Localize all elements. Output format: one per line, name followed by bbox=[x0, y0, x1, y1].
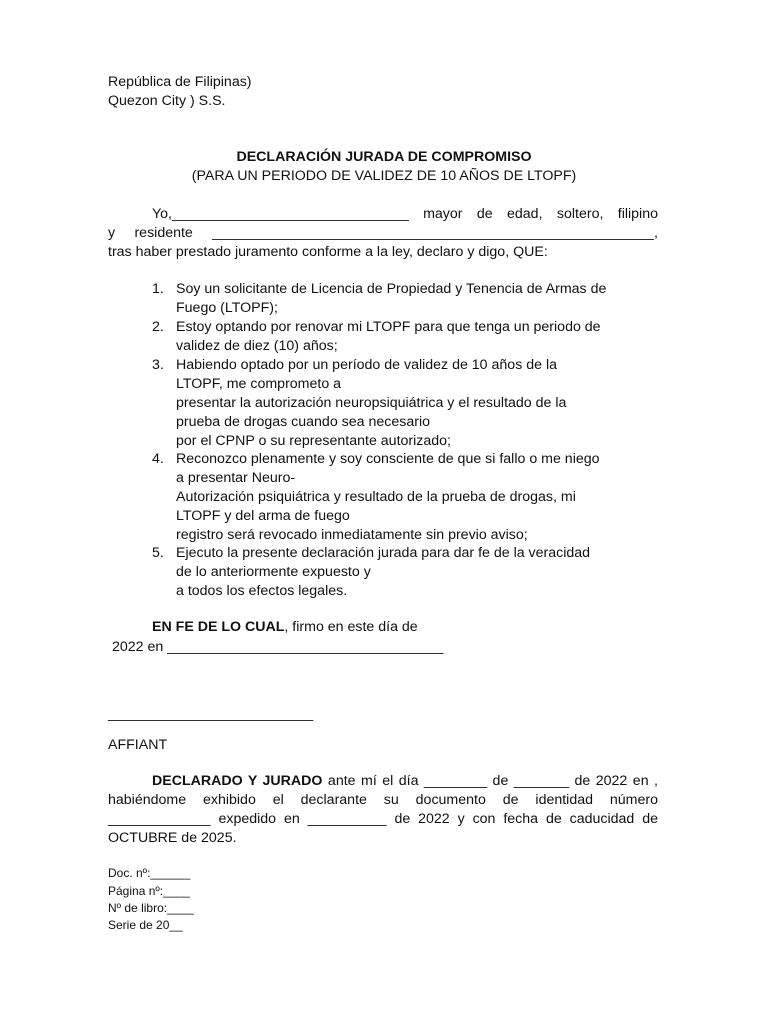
jurat-line-4: OCTUBRE de 2025. bbox=[108, 830, 237, 846]
notary-doc-number: Doc. nº:______ bbox=[108, 866, 191, 880]
list-item-line: registro será revocado inmediatamente sin previo aviso; bbox=[176, 527, 528, 543]
list-item-line: a presentar Neuro- bbox=[176, 470, 296, 486]
list-item-line: por el CPNP o su representante autorizado; bbox=[176, 433, 451, 449]
document-subtitle: (PARA UN PERIODO DE VALIDEZ DE 10 AÑOS DE LTOPF) bbox=[191, 168, 577, 184]
list-item-line: Ejecuto la presente declaración jurada para dar fe de la veracidad bbox=[176, 545, 591, 561]
item-number: 5. bbox=[152, 545, 164, 561]
notary-book-number: Nº de libro:____ bbox=[108, 901, 194, 915]
list-item-line: Soy un solicitante de Licencia de Propiedad y Tenencia de Armas de bbox=[176, 281, 607, 297]
list-item-line: LTOPF y del arma de fuego bbox=[176, 508, 350, 524]
item-number: 2. bbox=[152, 319, 164, 335]
intro-line-2: y residente ________________________________________________________, bbox=[108, 225, 658, 241]
signature-line: __________________________ bbox=[108, 706, 314, 722]
witness-clause bbox=[152, 618, 418, 637]
notary-series: Serie de 20__ bbox=[108, 918, 183, 932]
intro-line-3: tras haber prestado juramento conforme a la ley, declaro y digo, QUE: bbox=[108, 244, 548, 260]
list-item-line: LTOPF, me comprometo a bbox=[176, 376, 342, 392]
jurat-line-3: _____________ expedido en __________ de 2022 y con fecha de caducidad de bbox=[108, 811, 658, 827]
list-item-line: Habiendo optado por un período de validez de 10 años de la bbox=[176, 357, 557, 373]
list-item-line: Estoy optando por renovar mi LTOPF para que tenga un periodo de bbox=[176, 319, 601, 335]
item-number: 3. bbox=[152, 357, 164, 373]
list-item-line: presentar la autorización neuropsiquiátrica y el resultado de la bbox=[176, 395, 567, 411]
item-number: 4. bbox=[152, 451, 164, 467]
notary-page-number: Página nº:____ bbox=[108, 884, 190, 898]
witness-rest: , firmo en este día de bbox=[284, 619, 418, 635]
header-city: Quezon City ) S.S. bbox=[108, 93, 226, 109]
document-title: DECLARACIÓN JURADA DE COMPROMISO bbox=[236, 149, 532, 165]
list-item-line: a todos los efectos legales. bbox=[176, 583, 348, 599]
list-item-line: validez de diez (10) años; bbox=[176, 338, 338, 354]
header-country: República de Filipinas) bbox=[108, 74, 252, 90]
list-item-line: Fuego (LTOPF); bbox=[176, 300, 278, 316]
witness-date-line: 2022 en ___________________________________ bbox=[112, 639, 444, 655]
jurat-line-1 bbox=[152, 772, 658, 791]
list-item-line: de lo anteriormente expuesto y bbox=[176, 564, 371, 580]
jurat-bold: DECLARADO Y JURADO bbox=[152, 773, 323, 789]
list-item-line: Autorización psiquiátrica y resultado de la prueba de drogas, mi bbox=[176, 489, 576, 505]
intro-line-1: Yo,______________________________ mayor de edad, soltero, filipino bbox=[152, 206, 658, 222]
list-item-line: prueba de drogas cuando sea necesario bbox=[176, 414, 430, 430]
witness-bold: EN FE DE LO CUAL bbox=[152, 619, 285, 635]
jurat-rest: ante mí el día ________ de _______ de 2022 en , bbox=[322, 773, 658, 789]
affiant-label: AFFIANT bbox=[108, 737, 168, 753]
jurat-line-2: habiéndome exhibido el declarante su documento de identidad número bbox=[108, 792, 658, 808]
list-item-line: Reconozco plenamente y soy consciente de que si fallo o me niego bbox=[176, 451, 600, 467]
item-number: 1. bbox=[152, 281, 164, 297]
